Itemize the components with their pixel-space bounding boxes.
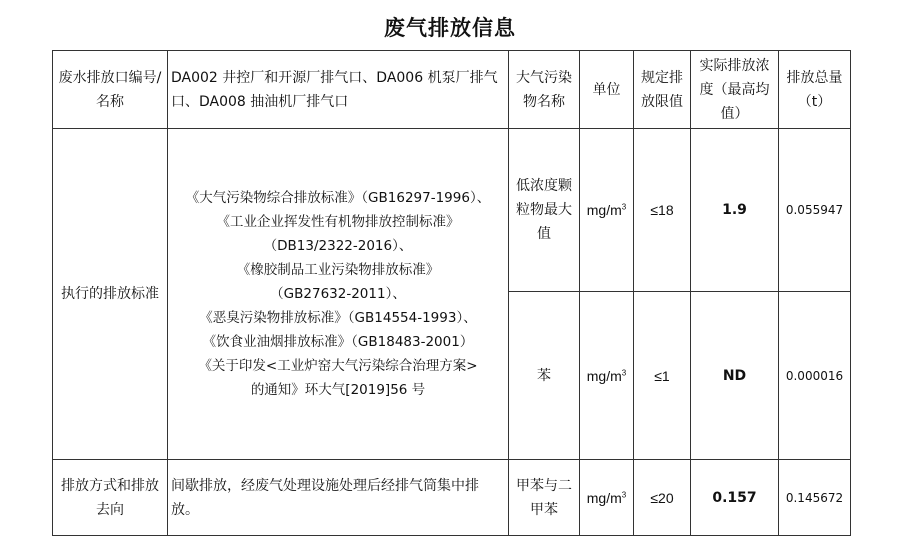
actual-cell: 0.157	[691, 460, 779, 536]
standard-line: 《大气污染物综合排放标准》（GB16297-1996）、	[185, 190, 491, 206]
standard-line: 的通知》环大气[2019]56 号	[250, 382, 426, 398]
standards-cell	[168, 129, 509, 460]
standard-line: 《橡胶制品工业污染物排放标准》	[236, 262, 440, 278]
standard-line: 《关于印发<工业炉窑大气污染综合治理方案>	[198, 358, 478, 374]
actual-cell: 1.9	[691, 129, 779, 292]
standard-line: （GB27632-2011）、	[270, 286, 406, 302]
emission-table	[52, 50, 851, 536]
unit-cell: $mg/m^3$	[580, 292, 634, 460]
standard-line: （DB13/2322-2016）、	[263, 238, 413, 254]
standard-line: 《工业企业挥发性有机物排放控制标准》	[216, 214, 460, 230]
outlet-value: DA002 井控厂和开源厂排气口、DA006 机泵厂排气口、DA008 抽油机厂排气口	[168, 51, 509, 129]
unit-cell: $mg/m^3$	[580, 460, 634, 536]
unit-header: 单位	[580, 51, 634, 129]
limit-header: 规定排放限值	[634, 51, 691, 129]
pollutant-header: 大气污染物名称	[509, 51, 580, 129]
page-title: 废气排放信息	[384, 16, 516, 40]
total-header: 排放总量（t）	[779, 51, 851, 129]
total-cell: 0.055947	[779, 129, 851, 292]
unit-cell: $mg/m^3$	[580, 129, 634, 292]
limit-cell: ≤1	[634, 292, 691, 460]
header-row	[53, 51, 851, 129]
total-cell: 0.000016	[779, 292, 851, 460]
actual-header: 实际排放浓度（最高均值）	[691, 51, 779, 129]
standard-label: 执行的排放标准	[53, 129, 168, 460]
limit-cell: ≤18	[634, 129, 691, 292]
table-row	[53, 129, 851, 292]
discharge-value: 间歇排放，经废气处理设施处理后经排气筒集中排放。	[168, 460, 509, 536]
total-cell: 0.145672	[779, 460, 851, 536]
standard-line: 《饮食业油烟排放标准》（GB18483-2001）	[202, 334, 474, 350]
actual-cell: ND	[691, 292, 779, 460]
table-row	[53, 460, 851, 536]
pollutant-cell: 甲苯与二甲苯	[509, 460, 580, 536]
discharge-label: 排放方式和排放去向	[53, 460, 168, 536]
pollutant-cell: 低浓度颗粒物最大值	[509, 129, 580, 292]
outlet-label: 废水排放口编号/名称	[53, 51, 168, 129]
limit-cell: ≤20	[634, 460, 691, 536]
pollutant-cell: 苯	[509, 292, 580, 460]
standard-line: 《恶臭污染物排放标准》（GB14554-1993）、	[199, 310, 477, 326]
